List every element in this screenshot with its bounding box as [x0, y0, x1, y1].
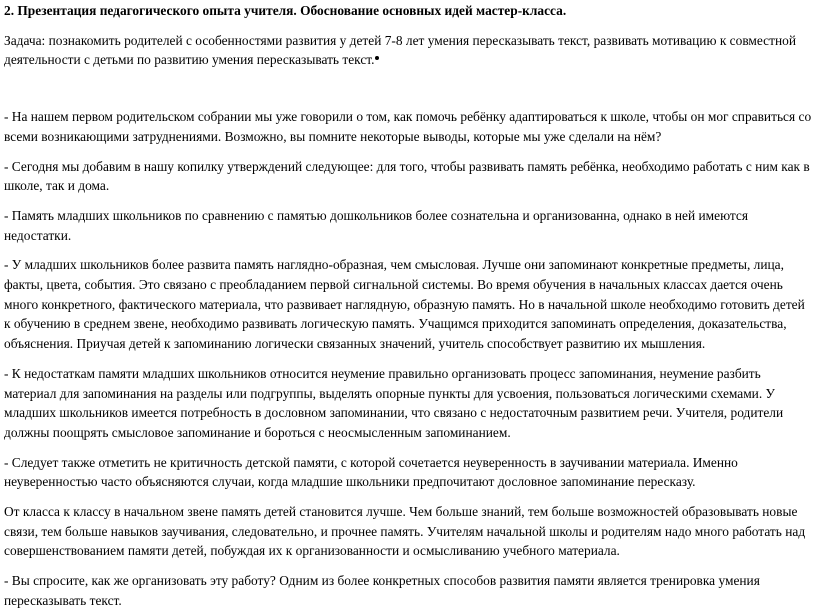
- document: [4, 0, 812, 611]
- paragraph-3: - Память младших школьников по сравнению с памятью дошкольников более сознательна и организованна, однако в ней имеются недостатки.: [4, 207, 749, 243]
- paragraph-5: - К недостаткам памяти младших школьников относится неумение правильно организовать процесс запоминания, неумение разбить материал для запоминания на разделы или подгруппы, выделять опорные пункты для усвоения, пользоваться логическими схемами. У младших школьников имеется потребность в дословном запоминании, что связано с недостаточным развитием речи. Учителя, родители должны поощрять смысловое запоминание и бороться с неосмысленным запоминанием.: [4, 365, 784, 440]
- task-paragraph: [4, 31, 812, 70]
- task-text: Задача: познакомить родителей с особенностями развития у детей 7-8 лет умения пересказывать текст, развивать мотивацию к совместной деятельности с детьми по развитию умения пересказывать текст.: [4, 32, 796, 68]
- document-heading: 2. Презентация педагогического опыта учителя. Обоснование основных идей мастер-класса.: [4, 3, 567, 18]
- paragraph-8: - Вы спросите, как же организовать эту работу? Одним из более конкретных способов развития памяти является тренировка умения пересказывать текст.: [4, 573, 760, 608]
- paragraph-1: - На нашем первом родительском собрании мы уже говорили о том, как помочь ребёнку адаптироваться к школе, чтобы он мог справиться со всеми возникающими затруднениями. Возможно, вы помните некоторые выводы, которые мы уже сделали на нём?: [4, 109, 812, 144]
- paragraph-7: От класса к классу в начальном звене память детей становится лучше. Чем больше знаний, тем больше возможностей образовывать новые связи, тем больше навыков заучивания, следовательно, и прочнее память. Учителям начальной школы и родителям надо много работать над совершенствованием памяти детей, побуждая их к организованности и осмысливанию учебного материала.: [4, 504, 806, 559]
- paragraph-2: - Сегодня мы добавим в нашу копилку утверждений следующее: для того, чтобы развивать память ребёнка, необходимо работать с ним как в школе, так и дома.: [4, 158, 810, 194]
- paragraph-4: - У младших школьников более развита память наглядно-образная, чем смысловая. Лучше они запоминают конкретные предметы, лица, факты, цвета, события. Это связано с преобладанием первой сигнальной системы. Во время обучения в начальных классах дается очень много конкретного, фактического материала, что развивает наглядную, образную память. Но в начальной школе необходимо готовить детей к обучению в среднем звене, необходимо развивать логическую память. Учащимся приходится запоминать определения, доказательства, объяснения. Приучая детей к запоминанию логически связанных значений, учитель способствует развитию их мышления.: [4, 257, 805, 352]
- paragraph-6: - Следует также отметить не критичность детской памяти, с которой сочетается неуверенность в заучивании материала. Именно неуверенностью часто объясняются случаи, когда младшие школьники предпочитают дословное запоминание пересказу.: [4, 454, 738, 490]
- bullet-icon: [375, 56, 379, 60]
